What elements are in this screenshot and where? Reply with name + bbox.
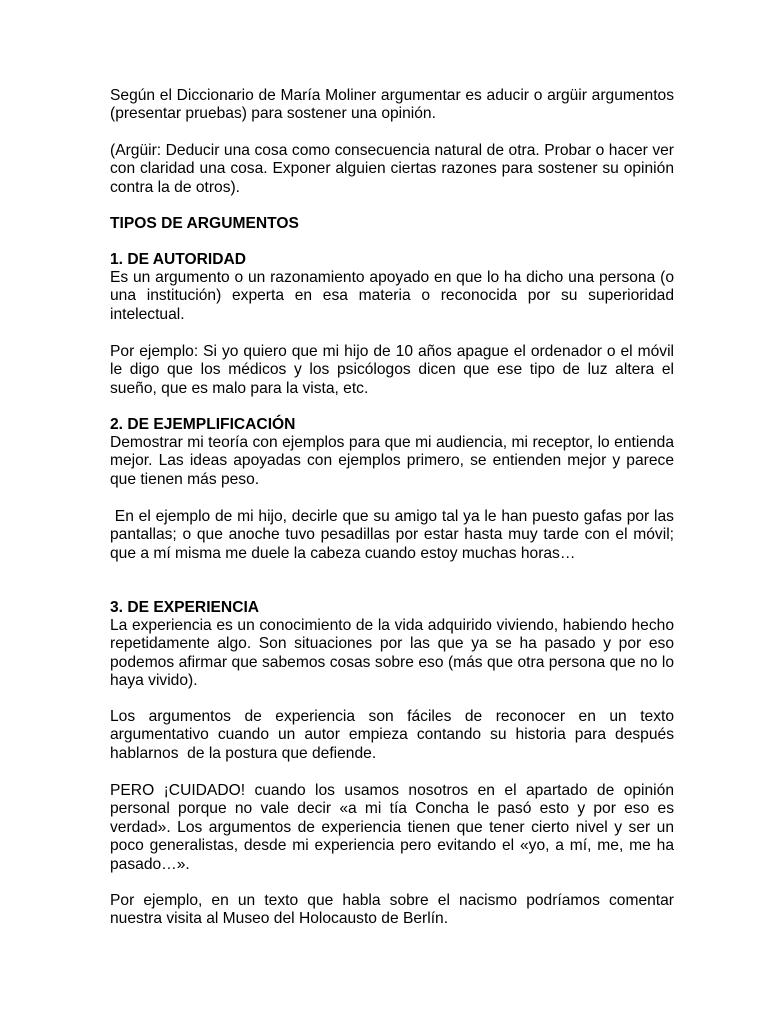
section-heading-ejemplificacion: 2. DE EJEMPLIFICACIÓN [110,416,296,433]
ejemplificacion-definition-paragraph: Demostrar mi teoría con ejemplos para que mi audiencia, mi receptor, lo entienda mejor. Las ideas apoyadas con ejemplos primero, se entienden mejor y parece que tienen más peso. [110,434,674,488]
experiencia-recognition-paragraph: Los argumentos de experiencia son fáciles de reconocer en un texto argumentativo cuando un autor empieza contando su historia para después hablarnos de la postura que defiende. [110,708,679,762]
ejemplificacion-example-paragraph: En el ejemplo de mi hijo, decirle que su amigo tal ya le han puesto gafas por las pantallas; o que anoche tuvo pesadillas por estar hasta muy tarde con el móvil; que a mí misma me duele la cabeza cuando estoy muchas horas… [110,508,679,562]
main-heading: TIPOS DE ARGUMENTOS [110,215,299,232]
experiencia-definition-paragraph: La experiencia es un conocimiento de la vida adquirido viviendo, habiendo hecho repetidamente algo. Son situaciones por las que ya se ha pasado y por eso podemos afirmar que sabemos cosas sobre eso (más que otra persona que no lo haya vivido). [110,617,674,690]
intro-paragraph: Según el Diccionario de María Moliner argumentar es aducir o argüir argumentos (presentar pruebas) para sostener una opinión. [110,87,674,123]
autoridad-example-paragraph: Por ejemplo: Si yo quiero que mi hijo de 10 años apague el ordenador o el móvil le digo que los médicos y los psicólogos dicen que ese tipo de luz altera el sueño, que es malo para la vista, etc. [110,343,674,397]
experiencia-warning-paragraph: PERO ¡CUIDADO! cuando los usamos nosotros en el apartado de opinión personal porque no vale decir «a mi tía Concha le pasó esto y por eso es verdad». Los argumentos de experiencia tienen que tener cierto nivel y ser un poco generalistas, desde mi experiencia pero evitando el «yo, a mí, me, me ha pasado…». [110,782,674,873]
autoridad-definition-paragraph: Es un argumento o un razonamiento apoyado en que lo ha dicho una persona (o una institución) experta en esa materia o reconocida por su superioridad intelectual. [110,269,674,323]
section-heading-autoridad: 1. DE AUTORIDAD [110,251,247,268]
definition-paragraph: (Argüir: Deducir una cosa como consecuencia natural de otra. Probar o hacer ver con claridad una cosa. Exponer alguien ciertas razones para sostener su opinión contra la de otros). [110,142,674,196]
experiencia-example-paragraph: Por ejemplo, en un texto que habla sobre el nacismo podríamos comentar nuestra visita al Museo del Holocausto de Berlín. [110,892,674,928]
section-heading-experiencia: 3. DE EXPERIENCIA [110,599,260,616]
